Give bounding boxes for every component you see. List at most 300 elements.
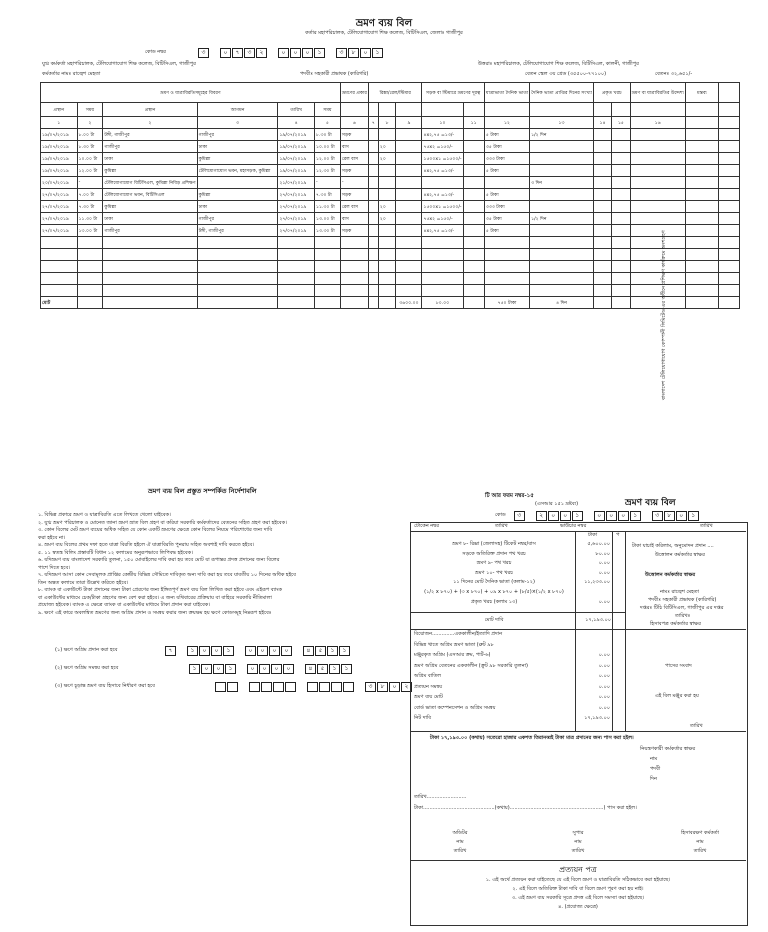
table-cell: সড়ক bbox=[340, 165, 368, 177]
claim-amount: ৫,৬০০.০০ bbox=[587, 541, 610, 547]
right-note-1: টাকা যাচাই করিলাম, অনুমোদন প্রদান .... bbox=[632, 543, 714, 549]
blank-row bbox=[41, 285, 740, 297]
code-box: ০ bbox=[606, 511, 617, 521]
table-cell: ১৩.০০ টা bbox=[315, 213, 341, 225]
table-cell bbox=[719, 225, 740, 237]
table-cell: ঢাকা bbox=[103, 213, 197, 225]
table-cell bbox=[396, 189, 422, 201]
table-cell: ১/২ দিন bbox=[530, 213, 594, 225]
claim-amount: ০.০০ bbox=[598, 560, 610, 567]
table-cell: ১৩.৩০ টা bbox=[315, 225, 341, 237]
table-cell: - bbox=[340, 177, 368, 189]
code-box: ০ bbox=[676, 511, 687, 521]
code-box: ০ bbox=[269, 646, 280, 656]
table-cell bbox=[463, 201, 484, 213]
code-box: ০ bbox=[271, 664, 282, 674]
table-cell bbox=[530, 201, 594, 213]
code-box: ৮ bbox=[348, 48, 359, 58]
table-cell bbox=[378, 165, 396, 177]
code-box: ০ bbox=[278, 48, 289, 58]
code-box: ১ bbox=[327, 646, 338, 656]
total-fare: ৩৬০০.০০ bbox=[396, 297, 422, 309]
code-box: ২ bbox=[256, 48, 267, 58]
table-cell: কুমিল্লা bbox=[103, 201, 197, 213]
table-cell: গাজীপুর bbox=[103, 141, 197, 153]
total-row bbox=[41, 297, 740, 309]
bill-salary: বেতনঃ ৩২,৬৫১/- bbox=[655, 71, 693, 77]
claim-amount: ০.০০ bbox=[598, 598, 610, 605]
header-dep: প্রস্থান bbox=[41, 103, 78, 117]
sig-auditor: অডিটর bbox=[452, 830, 468, 836]
table-cell bbox=[463, 225, 484, 237]
code-box: ০ bbox=[594, 511, 605, 521]
header-purpose: ভ্রমণ বা যাত্রাবিরতির উদ্দেশ্য bbox=[630, 83, 685, 103]
table-cell: কুমিল্লা bbox=[197, 189, 278, 201]
deduction-amount: ০.০০ bbox=[598, 683, 610, 690]
col-number: ১ bbox=[41, 117, 78, 129]
table-cell: ১১.৩০ টা bbox=[77, 213, 103, 225]
col-number: ১৩ bbox=[530, 117, 594, 129]
table-cell bbox=[719, 189, 740, 201]
deduction-amount: ০.০০ bbox=[598, 694, 610, 700]
header-class: রিক্সা/রেল/স্টিমার bbox=[368, 83, 422, 103]
table-cell: ৩৫ টাকা bbox=[484, 141, 529, 153]
table-cell: গাজীপুর bbox=[197, 213, 278, 225]
deduction-text: নিট দাবি bbox=[414, 715, 432, 721]
code-box: ০ bbox=[259, 664, 270, 674]
code-line-3 bbox=[55, 682, 413, 692]
code-box: ৩ bbox=[198, 48, 209, 58]
code-box: ৮ bbox=[664, 511, 675, 521]
table-cell bbox=[685, 189, 718, 201]
table-cell bbox=[593, 189, 611, 201]
code-box: ১ bbox=[572, 511, 583, 521]
table-cell bbox=[530, 153, 594, 165]
deduction-text: মঞ্জুরকৃত অগ্রিম (এসআর ক্রম, পার্ট-৬) bbox=[414, 652, 491, 658]
table-cell: ১০.০০ টা bbox=[77, 153, 103, 165]
header-dep-station: প্রস্থান bbox=[103, 103, 197, 117]
table-cell bbox=[378, 189, 396, 201]
table-cell: ১১.৩০ টা bbox=[315, 201, 341, 213]
blank-row bbox=[41, 249, 740, 261]
table-cell bbox=[368, 141, 378, 153]
claim-text: ভ্রমণ ১০- পথ খরচ bbox=[475, 569, 513, 576]
table-row bbox=[41, 225, 740, 237]
col-ps: প bbox=[616, 532, 620, 538]
code-box: ১ bbox=[630, 511, 641, 521]
table-cell bbox=[630, 189, 685, 201]
sig-auditor-name: নাম bbox=[456, 839, 464, 845]
table-cell: গাজীপুর bbox=[103, 225, 197, 237]
code-box: ৭ bbox=[232, 48, 243, 58]
code-box: ০ bbox=[548, 511, 559, 521]
code-line-label: (২) ক্ষণে অগ্রিম সমন্বয় করা হবে bbox=[55, 665, 119, 672]
table-cell: ৪x২,৭৫ =১৩/- bbox=[422, 129, 463, 141]
table-cell: কুমিল্লা bbox=[197, 153, 278, 165]
table-cell: রেল বাস bbox=[340, 153, 368, 165]
right-note-6: তারিখঃ bbox=[675, 613, 691, 619]
table-cell bbox=[368, 189, 378, 201]
table-cell: বাস bbox=[340, 213, 368, 225]
table-cell: টঙ্গী, গাজীপুর bbox=[103, 129, 197, 141]
instruction-item: করা হইবে না। bbox=[38, 534, 66, 541]
claim-amount: ০.০০ bbox=[598, 569, 610, 576]
claim-text: ১১ দিনের মোট দৈনিক ভাতা (কলাম-১২) bbox=[453, 579, 535, 586]
col-number: ১৪ bbox=[593, 117, 611, 129]
table-cell: সড়ক bbox=[340, 129, 368, 141]
table-cell bbox=[368, 201, 378, 213]
table-cell bbox=[612, 129, 630, 141]
table-cell bbox=[530, 225, 594, 237]
code-box: ০ bbox=[560, 511, 571, 521]
code-box: ০ bbox=[360, 48, 371, 58]
cert-line: ৪. (প্রযোজ্য ক্ষেত্রে) bbox=[558, 904, 598, 910]
table-cell bbox=[593, 165, 611, 177]
table-cell bbox=[630, 213, 685, 225]
table-cell: ১৯/০৭/২০১৯ bbox=[41, 153, 78, 165]
cert-title: প্রত্যয়ন পত্র bbox=[559, 865, 597, 874]
code-box bbox=[215, 682, 226, 692]
sign-line-2: নাম bbox=[650, 756, 658, 762]
code-box bbox=[307, 682, 318, 692]
table-cell bbox=[378, 177, 396, 189]
table-cell bbox=[719, 201, 740, 213]
table-cell bbox=[685, 225, 718, 237]
table-cell bbox=[463, 153, 484, 165]
table-row bbox=[41, 189, 740, 201]
deduction-amount: ০.০০ bbox=[598, 662, 610, 669]
col-number: ১০ bbox=[422, 117, 463, 129]
table-row bbox=[41, 153, 740, 165]
table-cell: কুমিল্লা bbox=[103, 165, 197, 177]
deduction-amount bbox=[574, 632, 610, 643]
table-row bbox=[41, 141, 740, 153]
sig-super-date: তারিখ bbox=[571, 848, 585, 854]
table-cell bbox=[719, 165, 740, 177]
table-cell: বাস bbox=[340, 141, 368, 153]
right-note-3: নামঃ রাজ্বেশ মেহতা bbox=[660, 589, 700, 595]
table-cell: ২৭/০৭/২০১৯ bbox=[278, 213, 315, 225]
instruction-item: ৩. কোন বিলের মেট ভ্রমণ ব্যয়ের অধিক সহিত যে কোন একটি ভ্রমণের ক্ষেত্রে কোন বিলের নিয়মে পরিশোধের জন্য দাবি bbox=[38, 527, 273, 533]
code-box bbox=[285, 682, 296, 692]
table-cell: ২৭/০৭/২০১৯ bbox=[278, 189, 315, 201]
deduction-text: বিয়োজন..............এককালীন/ইত্যাদি প্রদান bbox=[414, 631, 503, 637]
deduction-line bbox=[414, 653, 614, 664]
table-cell: ১৫০০x১ =১৫০০/- bbox=[422, 201, 463, 213]
header-remarks: মন্তব্য bbox=[685, 83, 718, 103]
bill-code-label: কোড নম্বর bbox=[145, 49, 166, 56]
code-box: ৭ bbox=[165, 646, 176, 656]
header-fare: সড়ক বা স্টিমারে ভ্রমণের দূরত্ব bbox=[422, 83, 484, 103]
table-cell: ৩৩৩ টাকা bbox=[484, 153, 529, 165]
table-cell: ৭৫x২ =১৫০/- bbox=[422, 213, 463, 225]
blank-row bbox=[41, 261, 740, 273]
code-box bbox=[249, 682, 260, 692]
code-box: ৩ bbox=[365, 682, 376, 692]
cert-line: ২. এই বিলে অতিরিক্ত টাকা দাবি বা বিলে ভ্রমণ পূরণ করা হয় নাই। bbox=[512, 886, 644, 892]
code-box: ১ bbox=[314, 48, 325, 58]
table-cell: টেলিযোগাযোগ ভবন, বিটিসিএল bbox=[103, 189, 197, 201]
sig-super-name: নাম bbox=[574, 839, 582, 845]
col-number: ৫ bbox=[315, 117, 341, 129]
table-cell bbox=[484, 177, 529, 189]
table-cell bbox=[530, 141, 594, 153]
table-cell: টেলিযোগাযোগ ভবন, মহাসড়ক, কুমিল্লা bbox=[197, 165, 278, 177]
deduction-line bbox=[414, 674, 614, 685]
table-cell bbox=[612, 201, 630, 213]
code-box: ৩ bbox=[652, 511, 663, 521]
table-cell bbox=[612, 189, 630, 201]
table-cell: ১২.০০ টা bbox=[315, 153, 341, 165]
header-time2: সময় bbox=[315, 103, 341, 117]
token-label: টোকেন নম্বর bbox=[414, 523, 439, 529]
total-tk: ৭৫০ টাকা bbox=[484, 297, 529, 309]
deduction-line bbox=[414, 695, 614, 706]
table-cell: ২৭/০৭/২০১৯ bbox=[278, 201, 315, 213]
total-label: মোট bbox=[41, 297, 78, 309]
table-cell: ৫ টাকা bbox=[484, 129, 529, 141]
deduction-text: অগ্রিম বাতিল bbox=[414, 673, 442, 679]
bill-subtitle: কর্তার মহাপরিচালক, টেলিযোগাযোগ শিক্ষ কলেজ, বিটিসিএল, জেলাঃ গাজীপুর bbox=[305, 30, 463, 36]
table-cell bbox=[719, 213, 740, 225]
table-cell bbox=[396, 213, 422, 225]
table-cell bbox=[685, 177, 718, 189]
header-arr: আগমন bbox=[197, 103, 278, 117]
claim-line bbox=[414, 561, 614, 571]
col-number: ৬ bbox=[340, 117, 368, 129]
code-box: ১ bbox=[341, 664, 352, 674]
table-cell bbox=[612, 153, 630, 165]
table-cell bbox=[630, 201, 685, 213]
claim-line bbox=[414, 552, 614, 562]
table-cell bbox=[463, 213, 484, 225]
table-cell: ৮.৩০ টা bbox=[315, 129, 341, 141]
table-cell: ৪x২,৭৫ =১৩/- bbox=[422, 189, 463, 201]
table-cell: ২১/০৭/২০১৯ bbox=[278, 177, 315, 189]
token-date-label: তারিখ bbox=[495, 523, 508, 529]
instruction-item: পাশে দিতে হবে। bbox=[38, 564, 71, 571]
table-cell bbox=[593, 153, 611, 165]
cert-line: ৩. এই ভ্রমণ ব্যয় সরকারি সূত্রে প্রদত্ত এই বিলে সমস্যা করা হইয়াছে। bbox=[511, 895, 645, 901]
table-cell: সড়ক bbox=[340, 225, 368, 237]
code-line-label: (১) ক্ষণে অগ্রিম প্রদান করা হবে bbox=[55, 647, 118, 654]
table-cell bbox=[685, 129, 718, 141]
table-cell: ২০ bbox=[378, 201, 396, 213]
table-cell bbox=[630, 153, 685, 165]
code-box: ০ bbox=[199, 646, 210, 656]
instruction-item: ৯. ক্ষণে এই কারে অবলম্বিত ভ্রমণের জন্য অগ্রিম প্রদান ও সমন্বয় করার জন্য ক্রয়ক্ষম হয় ক্ষণে কোডসমূহ নিম্নরূপ হইবেঃ bbox=[38, 609, 272, 616]
table-cell bbox=[378, 225, 396, 237]
deduction-line bbox=[414, 685, 614, 696]
bill-officer-designation: পদবীঃ সহকারী প্রভাষক (কারিগরি) bbox=[300, 71, 369, 77]
instruction-item: ২. যুগ্ম ভ্রমণ পরিচালক ও মোনেত জানা ভ্রমণ ভ্রাত বিল গ্রহণ বা করিয়া সরকারি কর্মকর্তাদের বেতনের সহিত গ্রহণ করা হইবেক। bbox=[38, 519, 287, 526]
table-cell bbox=[368, 165, 378, 177]
col-number: ৯ bbox=[396, 117, 422, 129]
table-cell: ২০ bbox=[378, 153, 396, 165]
code-box bbox=[319, 682, 330, 692]
table-row bbox=[41, 201, 740, 213]
bill-code-row bbox=[145, 48, 384, 58]
table-cell: ২৭/০৭/২০১৯ bbox=[41, 201, 78, 213]
right-mid-2: এই বিল মঞ্জুর করা হয় bbox=[655, 693, 699, 699]
table-cell: ১৫০০x১ =১৫০০/- bbox=[422, 153, 463, 165]
code-box: ০ bbox=[283, 664, 294, 674]
sig-officer-date: তারিখ bbox=[693, 848, 707, 854]
table-cell: গাজীপুর bbox=[197, 129, 278, 141]
col-number: ১৬ bbox=[630, 117, 685, 129]
table-cell: ঢাকা bbox=[197, 141, 278, 153]
table-cell bbox=[612, 165, 630, 177]
table-cell bbox=[396, 177, 422, 189]
deduction-text: বোর্ড ভাতা কম্পেনসেশন ও অগ্রিম সমন্বয় bbox=[414, 704, 496, 711]
claim-text: (১/২ x ৮৭০) + (৩ x ৮৭০) + ০৯ x ৮৭০ + (৮/৫)×(১/২ x ৮৭০) bbox=[424, 588, 564, 595]
table-cell bbox=[463, 165, 484, 177]
table-cell: ২৭/০৭/২০১৯ bbox=[41, 189, 78, 201]
instruction-item: ৮. ব্যাংক বা একাউন্টে টাকা প্রদানের জন্য টাকা প্রেরণের জন্য ইঙ্গিতপূর্ণ ভ্রমণ ব্যয় বিল লিখিত করা হইবে এবং এইরূপ ব্যাংক bbox=[38, 587, 283, 593]
total-days: ৪ দিন bbox=[530, 297, 594, 309]
table-cell bbox=[463, 189, 484, 201]
table-row bbox=[41, 129, 740, 141]
code-box: ৪ bbox=[305, 664, 316, 674]
code-box: ৩ bbox=[336, 48, 347, 58]
header-mode: ভ্রমণের প্রকার bbox=[340, 83, 368, 103]
code-line-label: (৩) ক্ষণে চূড়ান্ত ভ্রমণ ব্যয় হিসাবে নির্ধারণ করা হবে bbox=[55, 683, 155, 690]
table-cell: ১৯/০৭/২০১৯ bbox=[278, 141, 315, 153]
right-note-4: পদবীঃ সহকারী প্রভাষক (কারিগরি) bbox=[648, 597, 717, 603]
table-cell bbox=[612, 213, 630, 225]
claim-text: প্রকৃত খরচ (কলাম ১৩) bbox=[470, 598, 518, 605]
code-box: ১ bbox=[223, 646, 234, 656]
table-cell bbox=[630, 141, 685, 153]
table-cell: ১/২ দিন bbox=[530, 129, 594, 141]
table-cell bbox=[685, 141, 718, 153]
table-cell bbox=[530, 165, 594, 177]
header-travel: ভ্রমণ ও যাত্রাবিরতিসমূহের বিবরণ bbox=[41, 83, 341, 103]
table-cell: ২৭/০৭/২০১৯ bbox=[41, 225, 78, 237]
bill-office-right: উত্তরাঃ মহাপরিচালক, টেলিযোগাযোগ শিক্ষ কলেজ, বিটিসিএল, কালনী, গাজীপুর bbox=[478, 61, 639, 67]
table-row bbox=[41, 165, 740, 177]
code-box bbox=[273, 682, 284, 692]
right-mid-3: তারিখ bbox=[690, 723, 703, 729]
code-line-1 bbox=[55, 646, 413, 656]
deduction-line bbox=[414, 664, 614, 675]
col-number: ২ bbox=[103, 117, 197, 129]
blank-row bbox=[41, 273, 740, 285]
deduction-text: ভ্রমণ ব্যয় মোট bbox=[414, 694, 443, 700]
code-box: ৫ bbox=[315, 646, 326, 656]
table-cell bbox=[396, 225, 422, 237]
table-cell bbox=[630, 129, 685, 141]
table-cell: ৫ টাকা bbox=[484, 165, 529, 177]
header-date: তারিখ bbox=[278, 103, 315, 117]
code-box: ০ bbox=[281, 646, 292, 656]
col-number: ২ bbox=[77, 117, 103, 129]
table-row bbox=[41, 177, 740, 189]
table-cell bbox=[685, 213, 718, 225]
table-cell: ৪x২,৭৫ =১৩/- bbox=[422, 165, 463, 177]
code-box: ০ bbox=[220, 48, 231, 58]
table-cell bbox=[719, 153, 740, 165]
claim-text: ভ্রমণ ৯- পথ খরচ bbox=[476, 560, 512, 567]
code-box: ০ bbox=[257, 646, 268, 656]
table-cell bbox=[630, 177, 685, 189]
header-daily: যাত্রাভাতা দৈনিক ভাতা bbox=[484, 83, 529, 103]
sig-officer-name: নাম bbox=[696, 839, 704, 845]
deduction-amount: ০.০০ bbox=[598, 673, 610, 679]
receipt-code-label: কোড bbox=[495, 512, 506, 519]
code-box: ৪ bbox=[303, 646, 314, 656]
table-cell: ৩৫ টাকা bbox=[484, 213, 529, 225]
col-number: ১২ bbox=[484, 117, 529, 129]
table-cell: ৮.৩০ টা bbox=[77, 141, 103, 153]
col-number: ১১ bbox=[463, 117, 484, 129]
sign-line-4: দিন bbox=[650, 776, 658, 782]
instructions-title: ভ্রমণ ব্যয় বিল প্রস্তুত সম্পর্কিত নির্দেশাবলি bbox=[148, 487, 257, 495]
table-cell: ৩ দিন bbox=[530, 177, 594, 189]
table-cell: ৭.৩০ টা bbox=[315, 189, 341, 201]
code-box: ০ bbox=[290, 48, 301, 58]
table-cell bbox=[630, 165, 685, 177]
right-note-5: দপ্তরঃ টিচি বিটিসিএল, গাজীপুর এর দপ্তর bbox=[640, 605, 724, 611]
table-cell bbox=[593, 225, 611, 237]
table-cell bbox=[685, 165, 718, 177]
table-cell bbox=[593, 177, 611, 189]
table-cell: ৫ টাকা bbox=[484, 225, 529, 237]
receipt-form-sub: (এসআর ১৫১ দ্রষ্টব্য) bbox=[535, 501, 579, 507]
table-cell bbox=[368, 225, 378, 237]
code-box: ০ bbox=[245, 646, 256, 656]
table-cell: ১০.০০ টা bbox=[315, 141, 341, 153]
instruction-item: তিন অন্তত কলামে তারা উল্লেখ করিতে হইবে। bbox=[38, 579, 129, 586]
col-number: ৮ bbox=[378, 117, 396, 129]
table-cell bbox=[612, 141, 630, 153]
deduction-text: বিভিন্ন খাতে অগ্রিম ভ্রমণ ভাতা (ব্রুট ৯৮ bbox=[414, 641, 494, 648]
instruction-item: ৬. যদিভ্রমণ ব্যয় বাংলাদেশ সরকারি তুলনা, ১৫০ মোবাইলের দাবি করা হয় তবে মোট যা রূপান্তর প্রদত্ত প্রদানের জন্য বিলের bbox=[38, 557, 280, 563]
receipt-total-label: মোট দাবি bbox=[484, 617, 504, 623]
table-cell bbox=[719, 177, 740, 189]
table-cell: রেল বাস bbox=[340, 201, 368, 213]
code-box: ১ bbox=[225, 664, 236, 674]
receipt-total-amt: ১৭,১৯৩.০০ bbox=[585, 617, 611, 623]
table-cell: সড়ক bbox=[340, 189, 368, 201]
col-number: ৭ bbox=[368, 117, 378, 129]
col-number: ৩ bbox=[197, 117, 278, 129]
table-cell: ১৯/০৭/২০১৯ bbox=[41, 165, 78, 177]
table-cell bbox=[530, 189, 594, 201]
table-cell: ৩৩৩ টাকা bbox=[484, 201, 529, 213]
table-cell bbox=[422, 177, 463, 189]
right-note-2: উত্তোলন কর্মকর্তার স্বাক্ষর bbox=[655, 552, 705, 558]
claim-amount: ১১,২৩৩.০০ bbox=[584, 579, 610, 586]
table-cell: ১৯/০৭/২০১৯ bbox=[278, 129, 315, 141]
code-box: ৩ bbox=[514, 511, 525, 521]
code-box: ১ bbox=[688, 511, 699, 521]
instructions-list bbox=[38, 513, 398, 618]
deduction-line bbox=[414, 716, 614, 727]
total-km: ৮০.০০ bbox=[422, 297, 463, 309]
bill-pay-scale: বেতন স্কেল ৩য় গ্রেড (৩৫৫০০-৭৭১০০) bbox=[525, 71, 607, 77]
table-cell: ১৯/০৭/২০১৯ bbox=[41, 141, 78, 153]
right-note-2b: উত্তোলন কর্মকর্তার স্বাক্ষর bbox=[645, 572, 696, 578]
code-box: ২ bbox=[401, 682, 412, 692]
code-box: ১ bbox=[189, 664, 200, 674]
deduction-line bbox=[414, 632, 614, 643]
blank-row bbox=[41, 237, 740, 249]
table-cell bbox=[378, 129, 396, 141]
taka-line: টাকা.............................................(কথায়)...........................................................) পাস করা হইল। bbox=[414, 805, 637, 811]
words-line: টাকা ১৭,১৯৩.০০ (কথায়) সতেরো হাজার একশত তিরানব্বই টাকা মাত্র প্রদানের জন্য পাস করা হইল। bbox=[430, 735, 634, 741]
table-cell bbox=[630, 225, 685, 237]
